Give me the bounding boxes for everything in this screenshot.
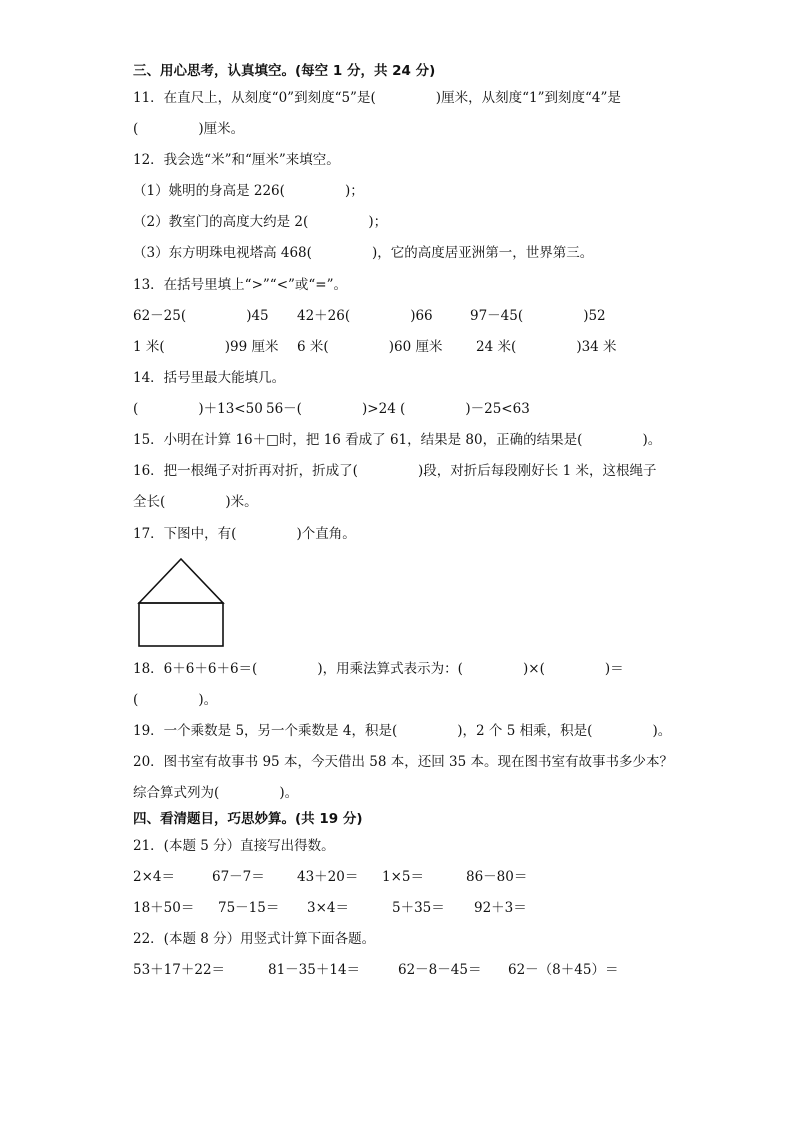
q22-item: 62－8－45＝: [398, 962, 482, 978]
q14-item: ( )－25<63: [400, 401, 530, 417]
q21-item: 1×5＝: [382, 869, 424, 885]
house-figure: [133, 556, 229, 650]
q11-line2: ( )厘米。: [133, 121, 245, 137]
q14-stem: 14．括号里最大能填几。: [133, 370, 286, 386]
q13-item: 1 米( )99 厘米: [133, 339, 279, 355]
q13-item: 97－45( )52: [470, 308, 606, 324]
q22-stem: 22．(本题 8 分）用竖式计算下面各题。: [133, 931, 376, 947]
q16-line1: 16．把一根绳子对折再对折，折成了( )段，对折后每段刚好长 1 米，这根绳子: [133, 463, 657, 479]
q21-item: 43＋20＝: [297, 869, 359, 885]
q13-stem: 13．在括号里填上“>”“<”或“=”。: [133, 277, 348, 293]
q21-item: 5＋35＝: [392, 900, 445, 916]
q17-line: 17．下图中，有( )个直角。: [133, 526, 356, 542]
q21-item: 18＋50＝: [133, 900, 195, 916]
q22-item: 81－35＋14＝: [268, 962, 361, 978]
q19-line: 19．一个乘数是 5，另一个乘数是 4，积是( )，2 个 5 相乘，积是( )。: [133, 723, 672, 739]
q15-line: 15．小明在计算 16＋□时，把 16 看成了 61，结果是 80，正确的结果是( )。: [133, 432, 662, 448]
q18-line1: 18．6＋6＋6＋6＝( )，用乘法算式表示为：( )×( )＝: [133, 661, 624, 677]
q21-stem: 21．(本题 5 分）直接写出得数。: [133, 838, 335, 854]
q21-item: 2×4＝: [133, 869, 175, 885]
q14-item: 56－( )>24: [266, 401, 396, 417]
house-roof-triangle: [139, 559, 223, 603]
q12-part3: （3）东方明珠电视塔高 468( )，它的高度居亚洲第一，世界第三。: [133, 245, 594, 261]
q16-line2: 全长( )米。: [133, 494, 258, 510]
house-body-rectangle: [139, 603, 223, 646]
q13-item: 62－25( )45: [133, 308, 269, 324]
q21-item: 86－80＝: [466, 869, 528, 885]
q21-item: 75－15＝: [218, 900, 280, 916]
q21-item: 92＋3＝: [474, 900, 527, 916]
q22-item: 53＋17＋22＝: [133, 962, 226, 978]
q12-part1: （1）姚明的身高是 226( )；: [133, 183, 364, 199]
q13-item: 42＋26( )66: [297, 308, 433, 324]
q21-item: 3×4＝: [307, 900, 349, 916]
q12-stem: 12．我会选“米”和“厘米”来填空。: [133, 152, 340, 168]
q20-line1: 20．图书室有故事书 95 本，今天借出 58 本，还回 35 本。现在图书室有故事书多少本？: [133, 754, 673, 770]
q11-line1: 11．在直尺上，从刻度“0”到刻度“5”是( )厘米，从刻度“1”到刻度“4”是: [133, 90, 621, 106]
section4-heading: 四、看清题目，巧思妙算。(共 19 分): [133, 811, 363, 827]
q18-line2: ( )。: [133, 692, 218, 708]
q13-item: 24 米( )34 米: [476, 339, 617, 355]
q14-item: ( )＋13<50: [133, 401, 263, 417]
q20-line2: 综合算式列为( )。: [133, 785, 299, 801]
q13-item: 6 米( )60 厘米: [297, 339, 443, 355]
section3-heading: 三、用心思考，认真填空。(每空 1 分，共 24 分): [133, 63, 436, 79]
q22-item: 62－（8＋45）＝: [508, 962, 619, 978]
q12-part2: （2）教室门的高度大约是 2( )；: [133, 214, 388, 230]
q21-item: 67－7＝: [212, 869, 265, 885]
